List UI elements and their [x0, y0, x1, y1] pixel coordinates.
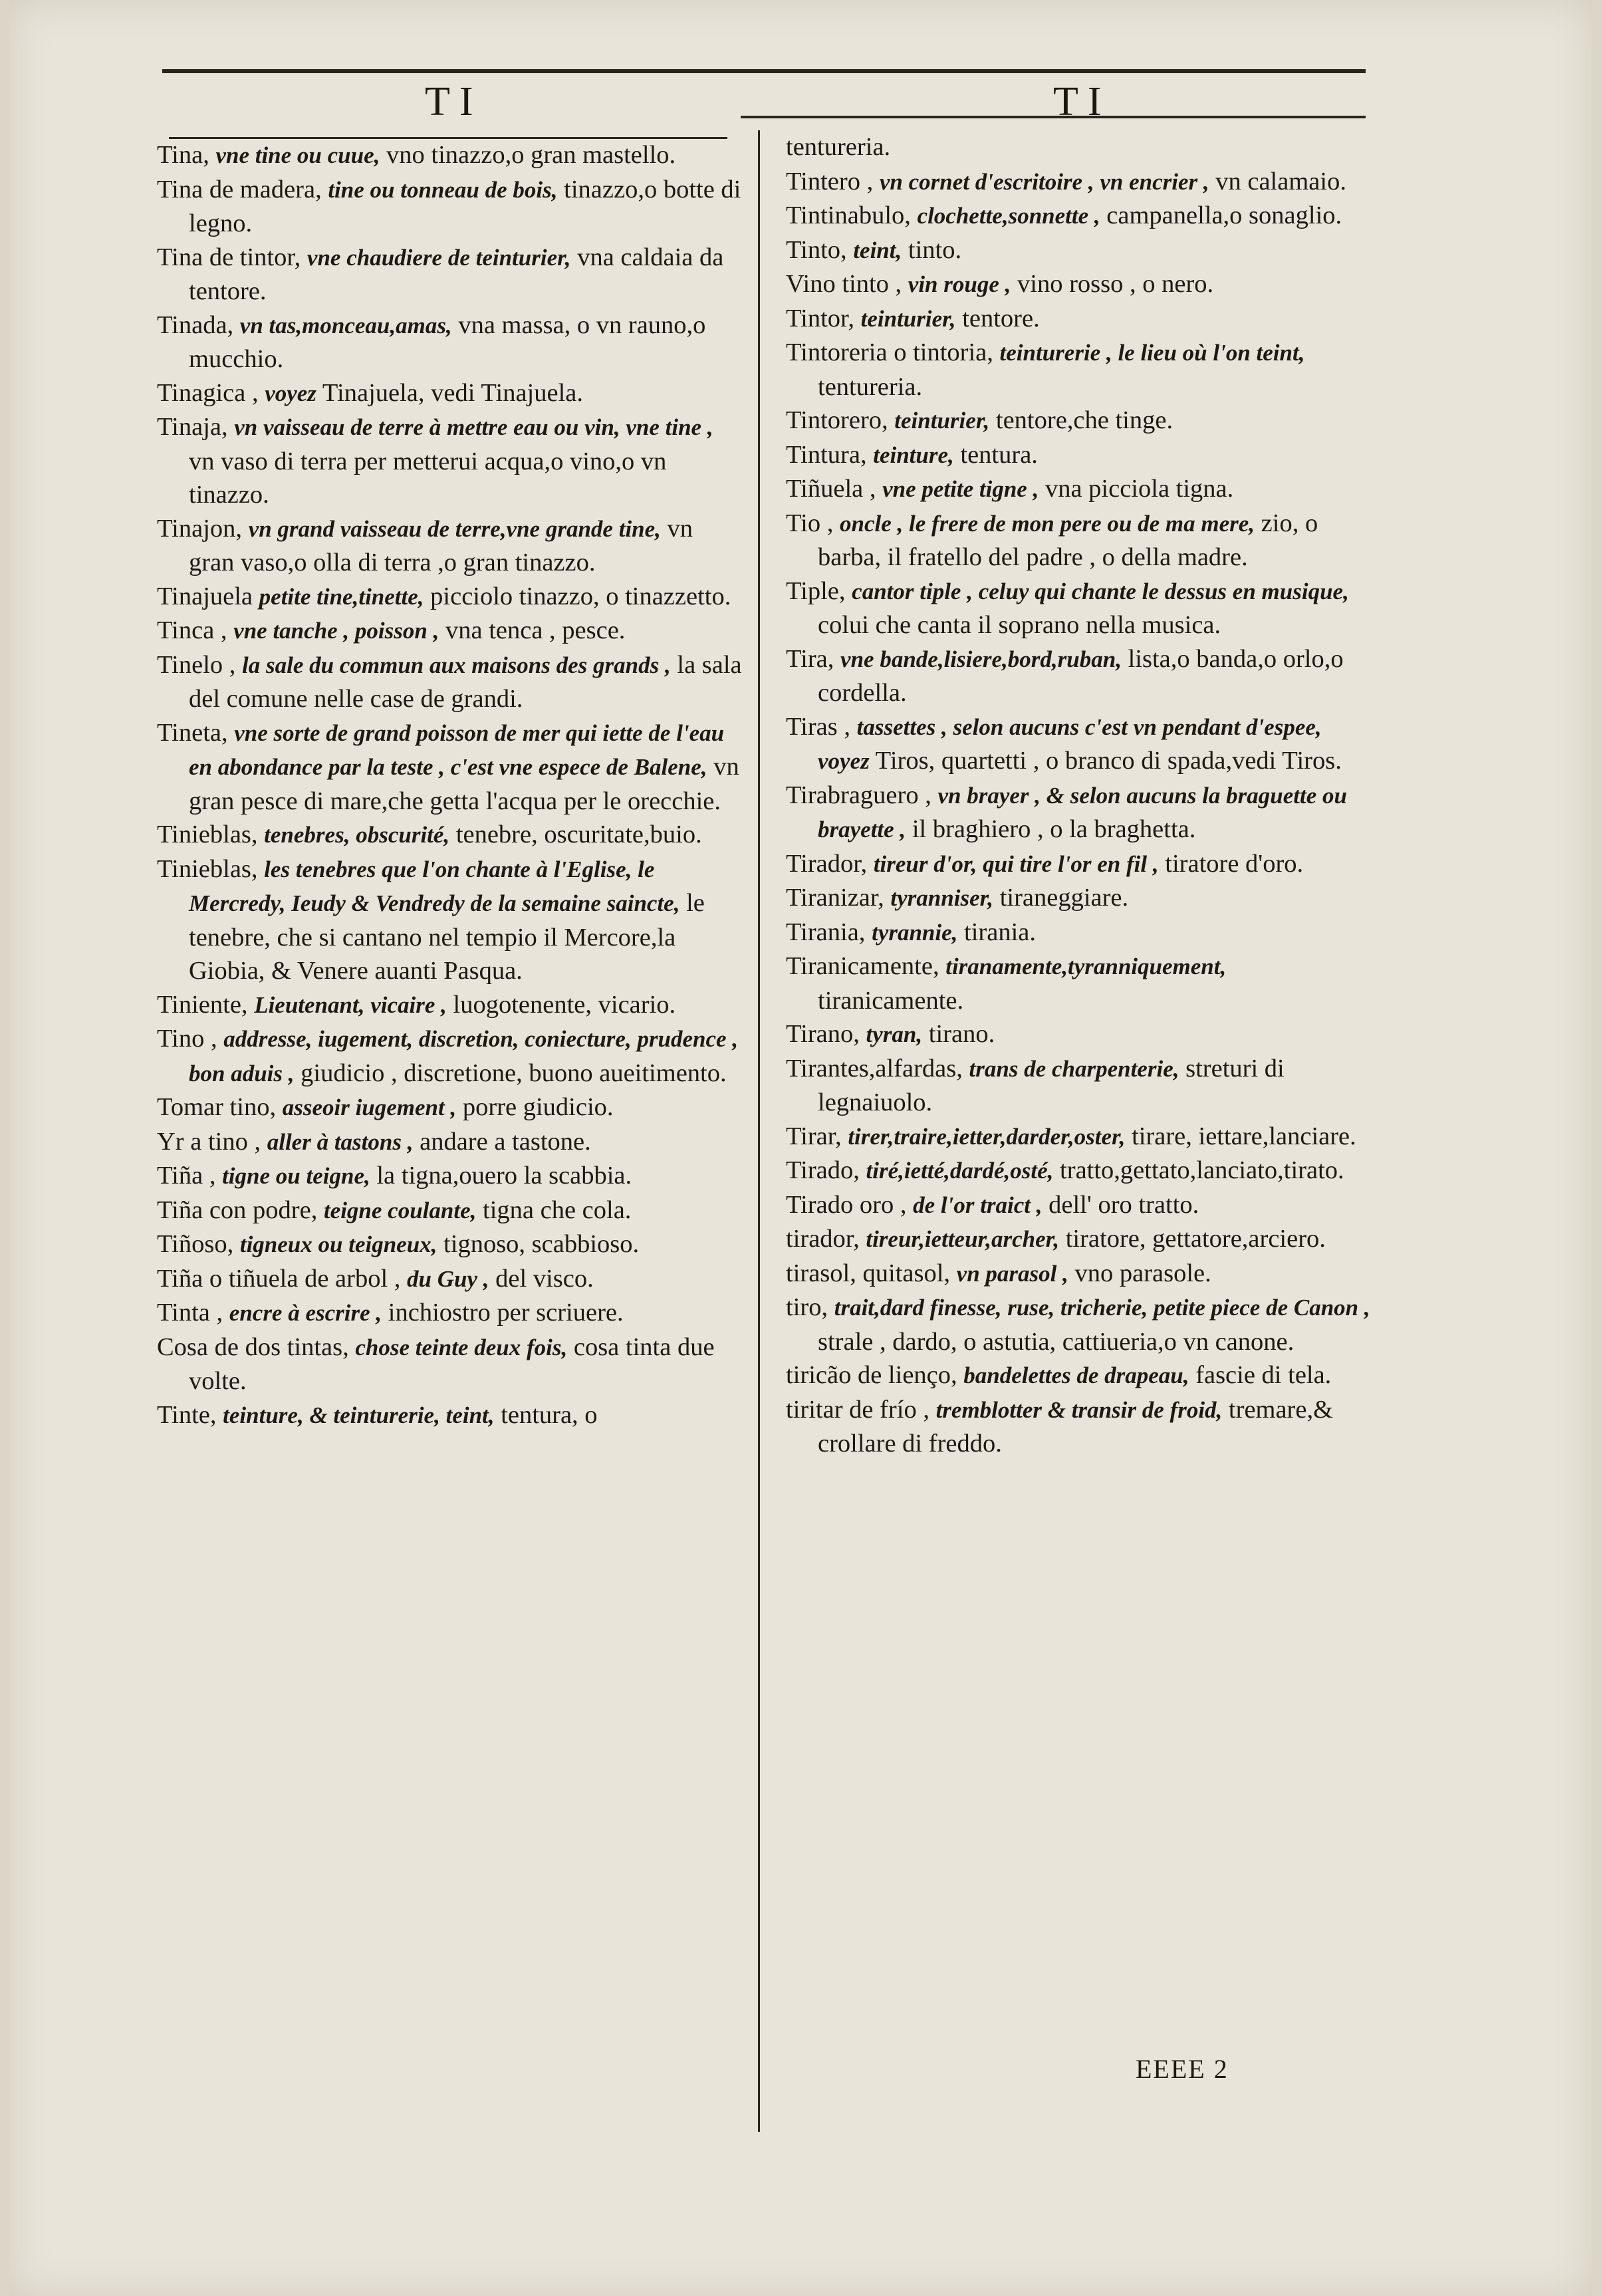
- headword: Tina,: [157, 141, 209, 169]
- italian-gloss: tentureria.: [786, 133, 891, 161]
- dictionary-entry: [786, 233, 1371, 268]
- italian-gloss: tentureria.: [818, 372, 923, 401]
- headword: Tirabraguero ,: [786, 781, 931, 809]
- french-gloss: tine ou tonneau de bois,: [328, 176, 558, 203]
- headword: Tomar tino,: [157, 1093, 277, 1121]
- french-gloss: teinturerie , le lieu où l'on teint,: [999, 340, 1305, 366]
- italian-gloss: tirania.: [964, 918, 1036, 946]
- french-gloss: les tenebres que l'on chante à l'Eglise, le Mercredy, Ieudy & Vendredy de la semaine saincte,: [189, 856, 680, 916]
- headword: Tinajon,: [157, 514, 243, 543]
- italian-gloss: giudicio , discretione, buono aueitimento.: [301, 1059, 727, 1087]
- italian-gloss: tirare, iettare,lanciare.: [1132, 1122, 1356, 1150]
- headword: Tiña o tiñuela de arbol ,: [157, 1264, 401, 1293]
- dictionary-entry: [157, 309, 742, 376]
- dictionary-entry: [786, 199, 1371, 233]
- running-head-right: TI: [1053, 79, 1111, 124]
- dictionary-entry: [786, 302, 1371, 336]
- french-gloss: cantor tiple , celuy qui chante le dessus en musique,: [852, 578, 1349, 604]
- french-gloss: teinture, & teinturerie, teint,: [223, 1402, 495, 1428]
- french-gloss: teigne coulante,: [323, 1197, 477, 1223]
- headword: Tirania,: [786, 918, 866, 946]
- french-gloss: trait,dard finesse, ruse, tricherie, petite piece de Canon ,: [834, 1295, 1370, 1321]
- dictionary-entry: [157, 648, 742, 716]
- french-gloss: bandelettes de drapeau,: [963, 1362, 1189, 1388]
- dictionary-entry: [786, 438, 1371, 473]
- headword: Tinaja,: [157, 413, 228, 441]
- italian-gloss: streturi di legnaiuolo.: [818, 1054, 1285, 1116]
- french-gloss: encre à escrire ,: [229, 1300, 382, 1326]
- french-gloss: teinturier,: [894, 408, 990, 434]
- dictionary-entry: [786, 165, 1371, 199]
- dictionary-entry: [157, 852, 742, 988]
- running-head-left: TI: [425, 79, 483, 124]
- french-gloss: oncle , le frere de mon pere ou de ma mere,: [840, 510, 1255, 537]
- italian-gloss: vno parasole.: [1074, 1259, 1211, 1287]
- italian-gloss: tiraneggiare.: [999, 884, 1129, 912]
- italian-gloss: tignoso, scabbioso.: [443, 1230, 640, 1258]
- headword: Tinelo ,: [157, 650, 236, 679]
- french-gloss: tyran,: [866, 1021, 923, 1047]
- headword: Tiña con podre,: [157, 1196, 318, 1224]
- dictionary-entry: [157, 1398, 742, 1433]
- french-gloss: tenebres, obscurité,: [264, 822, 450, 848]
- italian-gloss: vn gran vaso,o olla di terra ,o gran tinazzo.: [189, 514, 693, 576]
- headword: Tinajuela: [157, 582, 253, 610]
- italian-gloss: luogotenente, vicario.: [453, 990, 676, 1019]
- headword: Tintura,: [786, 440, 867, 469]
- french-gloss: clochette,sonnette ,: [917, 203, 1100, 229]
- headword: Cosa de dos tintas,: [157, 1333, 349, 1361]
- headword: Tiniente,: [157, 990, 248, 1019]
- italian-gloss: tiranicamente.: [818, 986, 964, 1015]
- french-gloss: vne sorte de grand poisson de mer qui iette de l'eau en abondance par la teste , c'est vne espece de Balene,: [189, 719, 725, 780]
- french-gloss: vn vaisseau de terre à mettre eau ou vin, vne tine ,: [234, 414, 713, 440]
- dictionary-entry: [786, 1222, 1371, 1257]
- italian-gloss: tenebre, oscuritate,buio.: [455, 821, 702, 848]
- dictionary-entry: [157, 614, 742, 648]
- headword: Tinca ,: [157, 616, 227, 644]
- french-gloss: vne chaudiere de teinturier,: [307, 244, 571, 271]
- dictionary-entry: [786, 574, 1371, 642]
- dictionary-entry: [157, 1194, 742, 1228]
- italian-gloss: tinto.: [908, 235, 962, 264]
- french-gloss: tirer,traire,ietter,darder,oster,: [848, 1123, 1126, 1150]
- dictionary-entry: [786, 267, 1371, 302]
- italian-gloss: tinazzo,o botte di legno.: [189, 175, 741, 237]
- italian-gloss: tentura.: [960, 440, 1038, 469]
- dictionary-entry: [786, 1257, 1371, 1291]
- headword: Tina de madera,: [157, 175, 322, 203]
- french-gloss: addresse, iugement, discretion, coniecture, prudence , bon aduis ,: [189, 1026, 739, 1086]
- italian-gloss: lista,o banda,o orlo,o cordella.: [818, 644, 1344, 707]
- french-gloss: vn grand vaisseau de terre,vne grande tine,: [248, 515, 661, 542]
- headword: tiritar de frío ,: [786, 1395, 929, 1424]
- italian-gloss: tentore.: [962, 304, 1040, 332]
- dictionary-page: [9, 0, 1592, 2296]
- headword: Tinieblas,: [157, 821, 258, 848]
- headword: Tiña ,: [157, 1162, 216, 1190]
- headword: Tio ,: [786, 509, 834, 537]
- headword: Tintero ,: [786, 167, 874, 195]
- dictionary-entry: [157, 138, 742, 173]
- headword: Tiranizar,: [786, 884, 884, 912]
- dictionary-entry: [786, 1120, 1371, 1154]
- headword: Tino ,: [157, 1025, 217, 1053]
- dictionary-entry: [786, 336, 1371, 404]
- dictionary-entry: [157, 1331, 742, 1398]
- headword: tirasol, quitasol,: [786, 1259, 951, 1287]
- headword: Tina de tintor,: [157, 243, 301, 271]
- top-rule: [162, 69, 1366, 73]
- french-gloss: de l'or traict ,: [913, 1192, 1043, 1218]
- italian-gloss: dell' oro tratto.: [1048, 1190, 1199, 1219]
- headword: Tinto,: [786, 235, 847, 264]
- italian-gloss: porre giudicio.: [462, 1093, 614, 1121]
- italian-gloss: picciolo tinazzo, o tinazzetto.: [430, 582, 731, 610]
- french-gloss: vne tanche , poisson ,: [233, 618, 439, 644]
- dictionary-entry: [157, 1090, 742, 1125]
- french-gloss: tiranamente,tyranniquement,: [945, 954, 1227, 979]
- french-gloss: trans de charpenterie,: [969, 1055, 1179, 1082]
- dictionary-entry: [157, 1159, 742, 1194]
- headword: Tirado oro ,: [786, 1190, 907, 1219]
- italian-gloss: la tigna,ouero la scabbia.: [376, 1162, 632, 1190]
- dictionary-entry: [157, 1262, 742, 1297]
- french-gloss: la sale du commun aux maisons des grands ,: [242, 652, 671, 678]
- italian-gloss: tiratore d'oro.: [1165, 849, 1304, 878]
- right-column: [786, 130, 1371, 1461]
- french-gloss: tireur,ietteur,archer,: [866, 1226, 1060, 1252]
- headword: Tintorero,: [786, 406, 888, 434]
- dictionary-entry: [157, 1022, 742, 1090]
- headword: Tineta,: [157, 718, 228, 747]
- dictionary-entry: [157, 1125, 742, 1160]
- french-gloss: chose teinte deux fois,: [355, 1334, 568, 1360]
- italian-gloss: le tenebre, che si cantano nel tempio il Mercore,la Giobia, & Venere auanti Pasqua.: [189, 889, 705, 985]
- dictionary-entry: [157, 512, 742, 580]
- headword: Tinta ,: [157, 1299, 223, 1327]
- dictionary-entry: [157, 988, 742, 1023]
- headword: tiricão de lienço,: [786, 1361, 957, 1389]
- dictionary-entry: [786, 1052, 1371, 1120]
- french-gloss: teint,: [853, 237, 902, 263]
- italian-gloss: tremare,& crollare di freddo.: [818, 1395, 1334, 1458]
- italian-gloss: colui che canta il soprano nella musica.: [818, 611, 1221, 639]
- headword: Tirado,: [786, 1156, 860, 1184]
- italian-gloss: tentura, o: [501, 1400, 598, 1429]
- headword: Tiranicamente,: [786, 952, 939, 980]
- dictionary-entry: [157, 818, 742, 852]
- italian-gloss: vno tinazzo,o gran mastello.: [386, 141, 676, 169]
- french-gloss: teinturier,: [860, 305, 956, 332]
- italian-gloss: il braghiero , o la braghetta.: [912, 815, 1196, 843]
- french-gloss: asseoir iugement ,: [282, 1094, 457, 1120]
- french-gloss: Lieutenant, vicaire ,: [254, 991, 447, 1018]
- italian-gloss: Tinajuela, vedi Tinajuela.: [322, 378, 583, 407]
- italian-gloss: vn vaso di terra per metterui acqua,o vino,o vn tinazzo.: [189, 447, 667, 509]
- italian-gloss: del visco.: [495, 1264, 594, 1293]
- italian-gloss: inchiostro per scriuere.: [388, 1299, 624, 1327]
- dictionary-entry: [157, 1296, 742, 1331]
- dictionary-entry: [786, 642, 1371, 710]
- dictionary-entry: [786, 1358, 1371, 1393]
- french-gloss: tyranniser,: [890, 885, 994, 911]
- french-gloss: vn brayer , & selon aucuns la braguette ou brayette ,: [818, 782, 1347, 842]
- french-gloss: vne petite tigne ,: [882, 476, 1039, 502]
- dictionary-entry: [786, 1291, 1371, 1358]
- french-gloss: tremblotter & transir de froid,: [935, 1396, 1223, 1423]
- dictionary-entry: [157, 410, 742, 512]
- headword: Tirar,: [786, 1122, 842, 1150]
- signature-mark: EEEE 2: [1136, 2054, 1229, 2084]
- dictionary-entry: [786, 950, 1371, 1017]
- headword: Tiñuela ,: [786, 475, 876, 503]
- dictionary-entry: [157, 241, 742, 309]
- italian-gloss: vna tenca , pesce.: [445, 616, 626, 644]
- italian-gloss: tiratore, gettatore,arciero.: [1065, 1225, 1326, 1253]
- column-divider: [758, 130, 760, 2132]
- french-gloss: tiré,ietté,dardé,osté,: [866, 1158, 1054, 1184]
- dictionary-entry: [786, 710, 1371, 779]
- french-gloss: vin rouge ,: [908, 271, 1011, 297]
- dictionary-entry: [786, 1154, 1371, 1188]
- french-gloss: tireur d'or, qui tire l'or en fil ,: [873, 850, 1159, 877]
- french-gloss: tigne ou teigne,: [222, 1163, 370, 1189]
- headword: Tintinabulo,: [786, 201, 911, 229]
- italian-gloss: la sala del comune nelle case de grandi.: [189, 650, 742, 713]
- headword: Tintoreria o tintoria,: [786, 338, 993, 366]
- italian-gloss: zio, o barba, il fratello del padre , o della madre.: [818, 509, 1318, 571]
- headword: Tiñoso,: [157, 1230, 234, 1258]
- italian-gloss: tratto,gettato,lanciato,tirato.: [1060, 1156, 1344, 1184]
- italian-gloss: Tiros, quartetti , o branco di spada,vedi Tiros.: [875, 747, 1342, 775]
- headword: Tinada,: [157, 311, 234, 339]
- headword: Tirano,: [786, 1020, 860, 1048]
- dictionary-entry: [786, 1393, 1371, 1461]
- italian-gloss: fascie di tela.: [1195, 1361, 1332, 1389]
- dictionary-entry: [786, 507, 1371, 574]
- french-gloss: vn cornet d'escritoire , vn encrier ,: [879, 168, 1209, 195]
- headword: Tinagica ,: [157, 378, 259, 407]
- dictionary-entry: [157, 376, 742, 411]
- italian-gloss: campanella,o sonaglio.: [1106, 201, 1342, 229]
- italian-gloss: tentore,che tinge.: [995, 406, 1173, 434]
- italian-gloss: andare a tastone.: [420, 1127, 591, 1156]
- italian-gloss: tigna che cola.: [483, 1196, 632, 1224]
- headword: Vino tinto ,: [786, 270, 902, 298]
- headword: Yr a tino ,: [157, 1127, 261, 1156]
- headword: Tinieblas,: [157, 854, 258, 883]
- italian-gloss: strale , dardo, o astutia, cattiueria,o vn canone.: [818, 1327, 1294, 1356]
- french-gloss: vne tine ou cuue,: [215, 142, 380, 168]
- french-gloss: vne bande,lisiere,bord,ruban,: [840, 646, 1122, 672]
- french-gloss: voyez: [265, 380, 316, 406]
- headword: Tinte,: [157, 1400, 217, 1429]
- french-gloss: vn tas,monceau,amas,: [239, 312, 452, 338]
- italian-gloss: vino rosso , o nero.: [1017, 270, 1214, 298]
- italian-gloss: vna massa, o vn rauno,o mucchio.: [189, 311, 706, 373]
- dictionary-entry: [786, 881, 1371, 916]
- headword: Tirantes,alfardas,: [786, 1054, 963, 1083]
- headword: Tintor,: [786, 304, 854, 332]
- italian-gloss: vn gran pesce di mare,che getta l'acqua per le orecchie.: [189, 753, 739, 815]
- italian-gloss: vna caldaia da tentore.: [189, 243, 724, 305]
- french-gloss: tigneux ou teigneux,: [239, 1231, 437, 1257]
- french-gloss: tassettes , selon aucuns c'est vn pendant d'espee, voyez: [818, 713, 1322, 774]
- italian-gloss: cosa tinta due volte.: [189, 1333, 715, 1395]
- dictionary-entry: [157, 580, 742, 614]
- italian-gloss: vna picciola tigna.: [1045, 475, 1234, 503]
- dictionary-entry: [157, 716, 742, 819]
- headword: Tirador,: [786, 849, 868, 878]
- dictionary-entry: [786, 1188, 1371, 1223]
- dictionary-entry: [786, 779, 1371, 847]
- french-gloss: tyrannie,: [872, 919, 958, 946]
- french-gloss: teinture,: [873, 442, 954, 468]
- headword: tirador,: [786, 1225, 860, 1253]
- french-gloss: petite tine,tinette,: [259, 583, 424, 610]
- french-gloss: du Guy ,: [407, 1265, 489, 1292]
- dictionary-entry: [157, 1227, 742, 1262]
- italian-gloss: tirano.: [928, 1020, 995, 1048]
- dictionary-entry: [157, 173, 742, 241]
- dictionary-entry: [786, 847, 1371, 882]
- headword: Tira,: [786, 644, 834, 673]
- french-gloss: aller à tastons ,: [267, 1128, 414, 1155]
- dictionary-entry: [786, 916, 1371, 950]
- headword: tiro,: [786, 1293, 828, 1321]
- dictionary-entry: [786, 404, 1371, 438]
- dictionary-entry: [786, 472, 1371, 507]
- french-gloss: vn parasol ,: [956, 1260, 1068, 1287]
- headword: Tiras ,: [786, 712, 851, 741]
- headword: Tiple,: [786, 576, 846, 605]
- italian-gloss: vn calamaio.: [1215, 167, 1346, 195]
- dictionary-entry: [786, 130, 1371, 165]
- left-column: [157, 138, 742, 1432]
- dictionary-entry: [786, 1017, 1371, 1052]
